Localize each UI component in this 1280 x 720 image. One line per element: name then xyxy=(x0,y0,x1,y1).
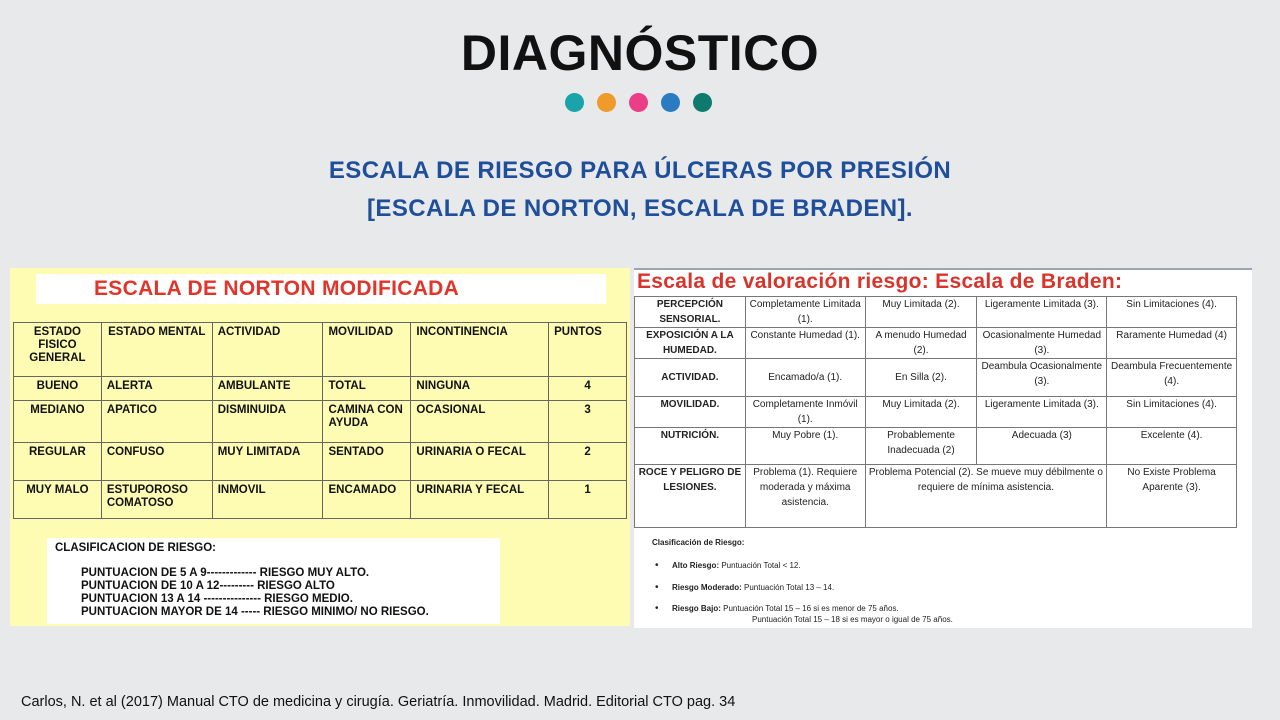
braden-row-label: PERCEPCIÓN SENSORIAL. xyxy=(635,297,746,328)
norton-cell: AMBULANTE xyxy=(212,377,323,401)
norton-header: ACTIVIDAD xyxy=(212,323,323,377)
braden-cell: A menudo Humedad (2). xyxy=(865,328,977,359)
braden-cell: Deambula Frecuentemente (4). xyxy=(1107,359,1237,397)
norton-cell: DISMINUIDA xyxy=(212,401,323,443)
braden-cell: Completamente Limitada (1). xyxy=(745,297,865,328)
braden-cell: Ligeramente Limitada (3). xyxy=(977,297,1107,328)
subtitle-line-1: ESCALA DE RIESGO PARA ÚLCERAS POR PRESIÓN xyxy=(328,157,952,184)
slide-title: DIAGNÓSTICO xyxy=(460,25,820,81)
norton-cell: 2 xyxy=(549,443,627,481)
braden-row-label: MOVILIDAD. xyxy=(635,397,746,428)
braden-cell: Encamado/a (1). xyxy=(745,359,865,397)
norton-cell: ESTUPOROSO COMATOSO xyxy=(101,481,212,519)
decorative-dots xyxy=(565,93,712,112)
braden-cell: Muy Limitada (2). xyxy=(865,397,977,428)
braden-title: Escala de valoración riesgo: Escala de Braden: xyxy=(637,270,1123,293)
braden-cell: Ocasionalmente Humedad (3). xyxy=(977,328,1107,359)
norton-header: ESTADO MENTAL xyxy=(101,323,212,377)
braden-row-label: NUTRICIÓN. xyxy=(635,428,746,465)
braden-table xyxy=(634,296,1237,528)
braden-classification-item: • Riesgo Moderado: Puntuación Total 13 – 14. xyxy=(672,583,834,592)
norton-classification xyxy=(47,538,500,624)
braden-cell: Muy Pobre (1). xyxy=(745,428,865,465)
norton-cell: CONFUSO xyxy=(101,443,212,481)
norton-title: ESCALA DE NORTON MODIFICADA xyxy=(36,274,606,304)
braden-cell: Probablemente Inadecuada (2) xyxy=(865,428,977,465)
braden-cell: No Existe Problema Aparente (3). xyxy=(1107,465,1237,528)
braden-cell: Problema Potencial (2). Se mueve muy débilmente o requiere de mínima asistencia. xyxy=(865,465,1107,528)
norton-header: INCONTINENCIA xyxy=(411,323,549,377)
subtitle-line-2: [ESCALA DE NORTON, ESCALA DE BRADEN]. xyxy=(367,195,913,222)
norton-cell: REGULAR xyxy=(14,443,102,481)
norton-cell: OCASIONAL xyxy=(411,401,549,443)
braden-row xyxy=(635,328,1237,359)
norton-cell: APATICO xyxy=(101,401,212,443)
braden-scale-image xyxy=(634,268,1252,628)
braden-row xyxy=(635,465,1237,528)
dot-1 xyxy=(565,93,584,112)
norton-row xyxy=(14,481,627,519)
norton-scale-image xyxy=(10,268,630,626)
norton-classification-line: PUNTUACION DE 5 A 9------------- RIESGO MUY ALTO. xyxy=(81,567,370,579)
braden-row xyxy=(635,297,1237,328)
norton-classification-line: PUNTUACION DE 10 A 12--------- RIESGO ALTO xyxy=(81,580,335,592)
norton-row xyxy=(14,401,627,443)
braden-cell: Excelente (4). xyxy=(1107,428,1237,465)
norton-cell: NINGUNA xyxy=(411,377,549,401)
braden-row-label: ROCE Y PELIGRO DE LESIONES. xyxy=(635,465,746,528)
norton-cell: 4 xyxy=(549,377,627,401)
slide-subtitle xyxy=(0,152,1280,228)
norton-cell: TOTAL xyxy=(323,377,411,401)
norton-header-row xyxy=(14,323,627,377)
braden-cell: Sin Limitaciones (4). xyxy=(1107,297,1237,328)
braden-classification-item: • Alto Riesgo: Puntuación Total < 12. xyxy=(672,561,801,570)
braden-cell: Problema (1). Requiere moderada y máxima asistencia. xyxy=(745,465,865,528)
dot-3 xyxy=(629,93,648,112)
norton-cell: MUY LIMITADA xyxy=(212,443,323,481)
norton-cell: CAMINA CON AYUDA xyxy=(323,401,411,443)
norton-cell: MEDIANO xyxy=(14,401,102,443)
norton-header: PUNTOS xyxy=(549,323,627,377)
norton-cell: 1 xyxy=(549,481,627,519)
norton-classification-line: PUNTUACION 13 A 14 --------------- RIESGO MEDIO. xyxy=(81,593,353,605)
braden-classification-title: Clasificación de Riesgo: xyxy=(652,538,745,547)
dot-5 xyxy=(693,93,712,112)
braden-cell: Deambula Ocasionalmente (3). xyxy=(977,359,1107,397)
dot-4 xyxy=(661,93,680,112)
braden-row-label: EXPOSICIÓN A LA HUMEDAD. xyxy=(635,328,746,359)
braden-cell: Sin Limitaciones (4). xyxy=(1107,397,1237,428)
citation: Carlos, N. et al (2017) Manual CTO de medicina y cirugía. Geriatría. Inmovilidad. Madrid. Editorial CTO pag. 34 xyxy=(21,694,736,710)
braden-row xyxy=(635,359,1237,397)
braden-row-label: ACTIVIDAD. xyxy=(635,359,746,397)
norton-table xyxy=(13,322,627,519)
norton-header: MOVILIDAD xyxy=(323,323,411,377)
norton-cell: URINARIA Y FECAL xyxy=(411,481,549,519)
braden-cell: Completamente Inmóvil (1). xyxy=(745,397,865,428)
braden-classification-item-cont: Puntuación Total 15 – 18 si es mayor o igual de 75 años. xyxy=(752,615,953,624)
norton-classification-title: CLASIFICACION DE RIESGO: xyxy=(55,542,217,554)
norton-cell: BUENO xyxy=(14,377,102,401)
norton-cell: URINARIA O FECAL xyxy=(411,443,549,481)
braden-cell: Adecuada (3) xyxy=(977,428,1107,465)
braden-cell: Ligeramente Limitada (3). xyxy=(977,397,1107,428)
norton-cell: ENCAMADO xyxy=(323,481,411,519)
dot-2 xyxy=(597,93,616,112)
braden-row xyxy=(635,428,1237,465)
norton-row xyxy=(14,443,627,481)
norton-cell: 3 xyxy=(549,401,627,443)
norton-cell: MUY MALO xyxy=(14,481,102,519)
braden-cell: Constante Humedad (1). xyxy=(745,328,865,359)
braden-cell: Muy Limitada (2). xyxy=(865,297,977,328)
braden-row xyxy=(635,397,1237,428)
braden-cell: Raramente Humedad (4) xyxy=(1107,328,1237,359)
norton-cell: SENTADO xyxy=(323,443,411,481)
braden-classification-item: • Riesgo Bajo: Puntuación Total 15 – 16 si es menor de 75 años. xyxy=(672,604,899,613)
norton-header: ESTADO FISICO GENERAL xyxy=(14,323,102,377)
norton-cell: ALERTA xyxy=(101,377,212,401)
norton-row xyxy=(14,377,627,401)
norton-classification-line: PUNTUACION MAYOR DE 14 ----- RIESGO MINIMO/ NO RIESGO. xyxy=(81,606,429,618)
braden-cell: En Silla (2). xyxy=(865,359,977,397)
norton-cell: INMOVIL xyxy=(212,481,323,519)
